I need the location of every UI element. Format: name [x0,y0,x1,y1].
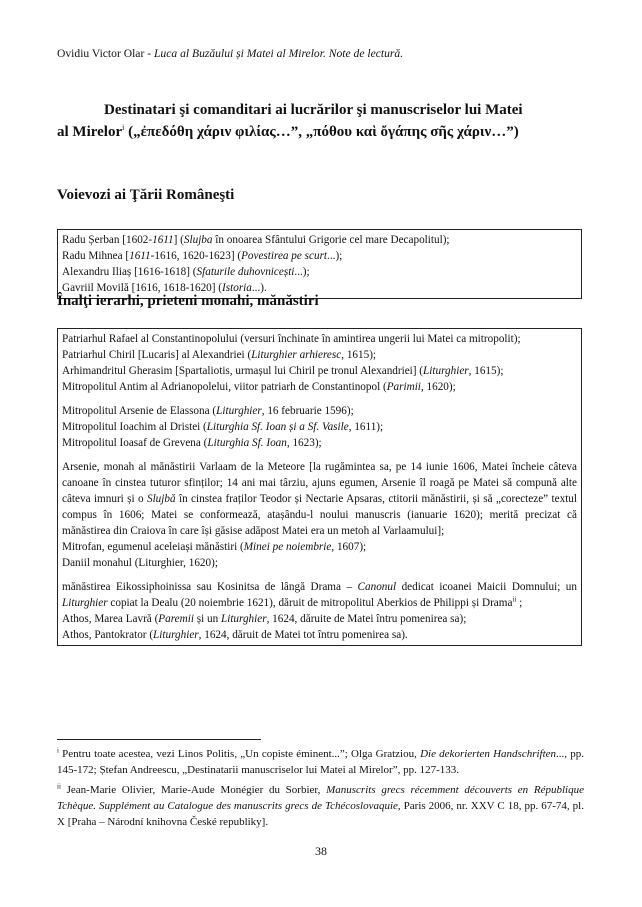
monastery-entry-daniil: Daniil monahul (Liturghier, 1620); [62,557,218,569]
section-heading-voivodes: Voievozi ai Ţării Româneşti [57,187,235,203]
title-footnote-mark[interactable]: i [122,123,125,132]
page-number: 38 [315,844,327,858]
voivode-entry: Radu Șerban [1602-1611] (Slujba în onoarea Sfântului Grigorie cel mare Decapolitul); [62,234,450,246]
voivode-entry: Gavriil Movilă [1616, 1618-1620] (Istoria...). [62,282,267,294]
monastery-entry-pantokrator: Athos, Pantokrator (Liturghier, 1624, dăruit de Matei tot întru pomenirea sa). [62,629,408,641]
chapter-title [57,99,587,143]
hierarch-entry: Mitropolitul Ioasaf de Grevena (Liturghia Sf. Ioan, 1623); [62,437,322,449]
hierarch-entry: Mitropolitul Antim al Adrianopolelui, viitor patriarh de Constantinopol (Parimii, 1620); [62,381,456,393]
footnotes [57,746,584,834]
monastery-entry-eikossiphoinissa: mănăstirea Eikossiphoinissa sau Kosinitsa de lângă Drama – Canonul dedicat icoanei Maicii Domnului; un Liturghier copiat la Dealu (20 noiembrie 1621), dăruit de mitropolitul Aberkios de Philippi și Drama$^{ii}$ ; [62,581,577,609]
voivode-entry: Alexandru Iliaș [1616-1618] (Sfaturile duhovnicești...); [62,266,310,278]
running-head-author: Ovidiu Victor Olar - [57,47,154,60]
title-line1: Destinatari şi comanditari ai lucrărilor şi manuscriselor lui Matei [104,102,523,118]
title-greek-quotes: („ἐπεδόθη χάριν φιλίας…”, „πόθου καὶ ὄγάπης σῆς χάριν…”) [124,124,519,140]
hierarchs-box [57,328,582,646]
footnote-divider [57,739,261,740]
hierarch-entry: Patriarhul Chiril [Lucaris] al Alexandriei (Liturghier arhieresc, 1615); [62,349,377,361]
title-line2: al Mirelor [57,124,123,140]
voivode-entry: Radu Mihnea [1611-1616, 1620-1623] (Povestirea pe scurt...); [62,250,343,262]
section-heading-hierarchs: Înalţi ierarhi, prieteni monahi, mănăstiri [57,293,319,309]
running-head-title: Luca al Buzăului și Matei al Mirelor. Note de lectură. [153,47,404,60]
running-head [57,47,597,60]
footnote-ref-ii[interactable]: ii [512,595,517,604]
hierarch-entry: Patriarhul Rafael al Constantinopolului (versuri închinate în amintirea ungerii lui Matei ca mitropolit); [62,333,521,345]
footnote-i: $^i$ Pentru toate acestea, vezi Linos Politis, „Un copiste éminent...”; Olga Gratziou, Die dekorierten Handschriften..., pp. 145-172; Ștefan Andreescu, „Destinatarii manuscriselor lui Matei al Mirelor”, pp. 127-133. [57,746,584,776]
monastery-entry-arsenie: Arsenie, monah al mănăstirii Varlaam de la Meteore [la rugămintea sa, pe 14 iunie 1606, Matei încheie câteva canoane în cinstea tuturor sfinților; 14 ani mai târziu, ajuns egumen, Arsenie îl roagă pe Matei să compună alte câteva imnuri și o Slujbă în cinstea fraților Teodor și Nectarie Apsaras, ctitorii mănăstirii, și să „corecteze” textul compus în 1606; Matei se conformează, atașându-l noului manuscris (ianuarie 1620); merită precizat că mănăstirea din Craiova în care își găsise adăpost Matei era un metoh al Varlaamului]; [62,461,578,537]
hierarch-entry: Mitropolitul Arsenie de Elassona (Liturghier, 16 februarie 1596); [62,405,354,417]
footnote-ii: $^{ii}$ Jean-Marie Olivier, Marie-Aude Monégier du Sorbier, Manuscrits grecs récemment découverts en République Tchèque. Supplément au Catalogue des manuscrits grecs de Tchécoslovaquie, Paris 2006, nr. XXV C 18, pp. 67-74, pl. X [Praha – Národní knihovna České republiky]. [57,782,584,828]
voivodes-box [57,229,582,299]
monastery-entry-lavra: Athos, Marea Lavră (Paremii și un Liturghier, 1624, dăruite de Matei întru pomenirea sa); [62,613,467,625]
monastery-entry-mitrofan: Mitrofan, egumenul aceleiași mănăstiri (Minei pe noiembrie, 1607); [62,541,367,553]
hierarch-entry: Arhimandritul Gherasim [Spartaliotis, urmașul lui Chiril pe tronul Alexandriei] (Liturghier, 1615); [62,365,504,377]
hierarch-entry: Mitropolitul Ioachim al Dristei (Liturghia Sf. Ioan și a Sf. Vasile, 1611); [62,421,384,433]
